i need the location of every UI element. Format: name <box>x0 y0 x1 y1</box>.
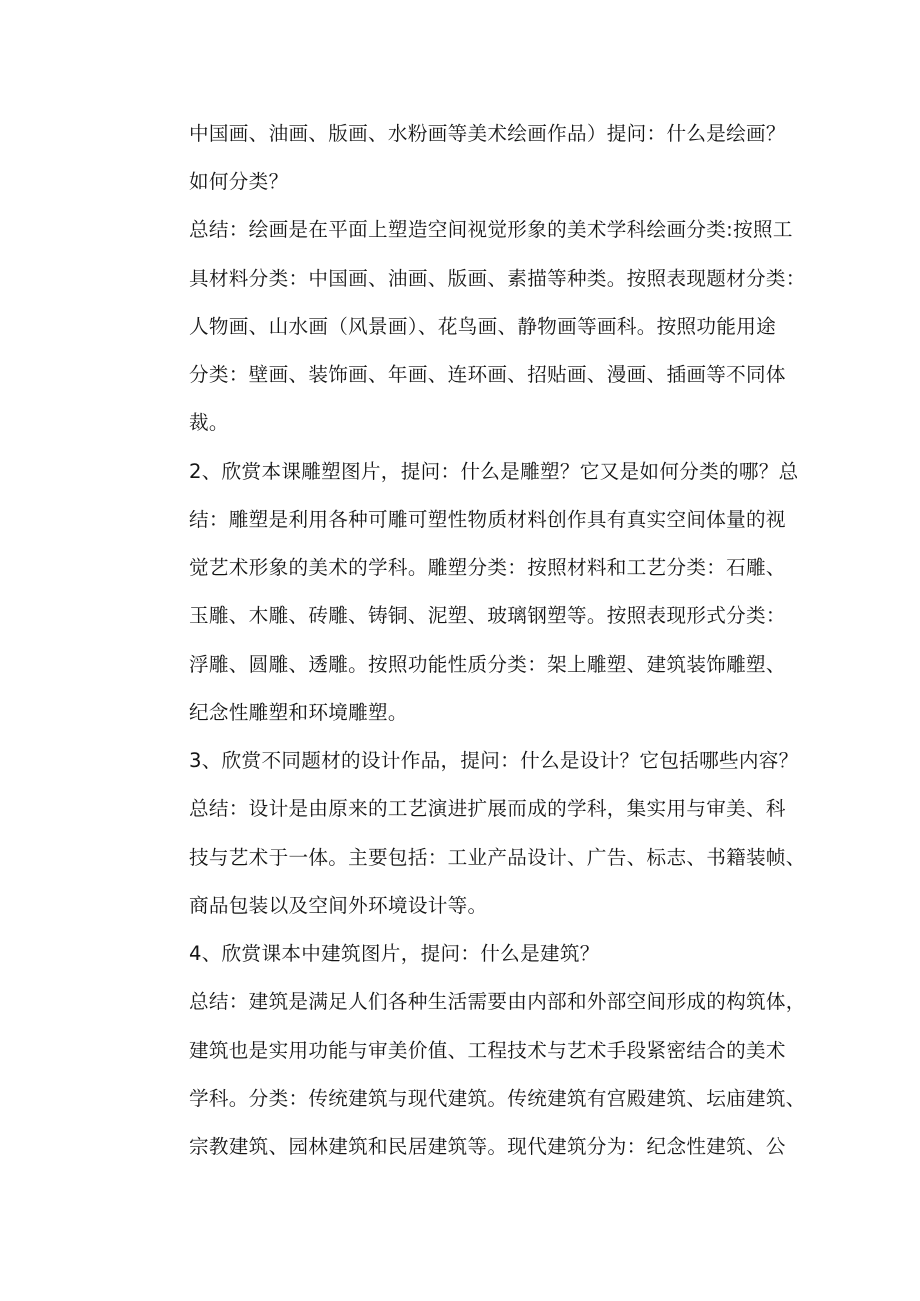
text-line: 总结：绘画是在平面上塑造空间视觉形象的美术学科绘画分类:按照工 <box>189 218 793 241</box>
text-line: 玉雕、木雕、砖雕、铸铜、泥塑、玻璃钢塑等。按照表现形式分类： <box>189 604 786 627</box>
text-line: 建筑也是实用功能与审美价值、工程技术与艺术手段紧密结合的美术 <box>189 1039 786 1062</box>
text-line: 学科。分类：传统建筑与现代建筑。传统建筑有宫殿建筑、坛庙建筑、 <box>189 1087 806 1110</box>
text-line: 总结：设计是由原来的工艺演进扩展而成的学科，集实用与审美、科 <box>189 797 786 820</box>
text-line: 商品包装以及空间外环境设计等。 <box>189 894 488 917</box>
text-line: 4、欣赏课本中建筑图片，提问：什么是建筑？ <box>189 942 600 965</box>
text-line: 裁。 <box>189 411 229 434</box>
text-line: 结：雕塑是利用各种可雕可塑性物质材料创作具有真实空间体量的视 <box>189 508 786 531</box>
text-line: 人物画、山水画（风景画）、花鸟画、静物画等画科。按照功能用途 <box>189 315 777 338</box>
text-line: 分类：壁画、装饰画、年画、连环画、招贴画、漫画、插画等不同体 <box>189 363 786 386</box>
text-line: 技与艺术于一体。主要包括：工业产品设计、广告、标志、书籍装帧、 <box>189 846 806 869</box>
text-line: 觉艺术形象的美术的学科。雕塑分类：按照材料和工艺分类：石雕、 <box>189 556 786 579</box>
text-line: 宗教建筑、园林建筑和民居建筑等。现代建筑分为：纪念性建筑、公 <box>189 1135 786 1158</box>
text-line: 如何分类？ <box>189 170 289 193</box>
text-line: 3、欣赏不同题材的设计作品，提问：什么是设计？它包括哪些内容？ <box>189 749 799 772</box>
text-line: 纪念性雕塑和环境雕塑。 <box>189 701 408 724</box>
text-line: 浮雕、圆雕、透雕。按照功能性质分类：架上雕塑、建筑装饰雕塑、 <box>189 653 786 676</box>
text-line: 具材料分类：中国画、油画、版画、素描等种类。按照表现题材分类： <box>189 267 806 290</box>
text-line: 中国画、油画、版画、水粉画等美术绘画作品）提问：什么是绘画？ <box>189 122 786 145</box>
text-line: 总结：建筑是满足人们各种生活需要由内部和外部空间形成的构筑体， <box>189 990 806 1013</box>
text-line: 2、欣赏本课雕塑图片，提问：什么是雕塑？它又是如何分类的哪？总 <box>189 460 799 483</box>
